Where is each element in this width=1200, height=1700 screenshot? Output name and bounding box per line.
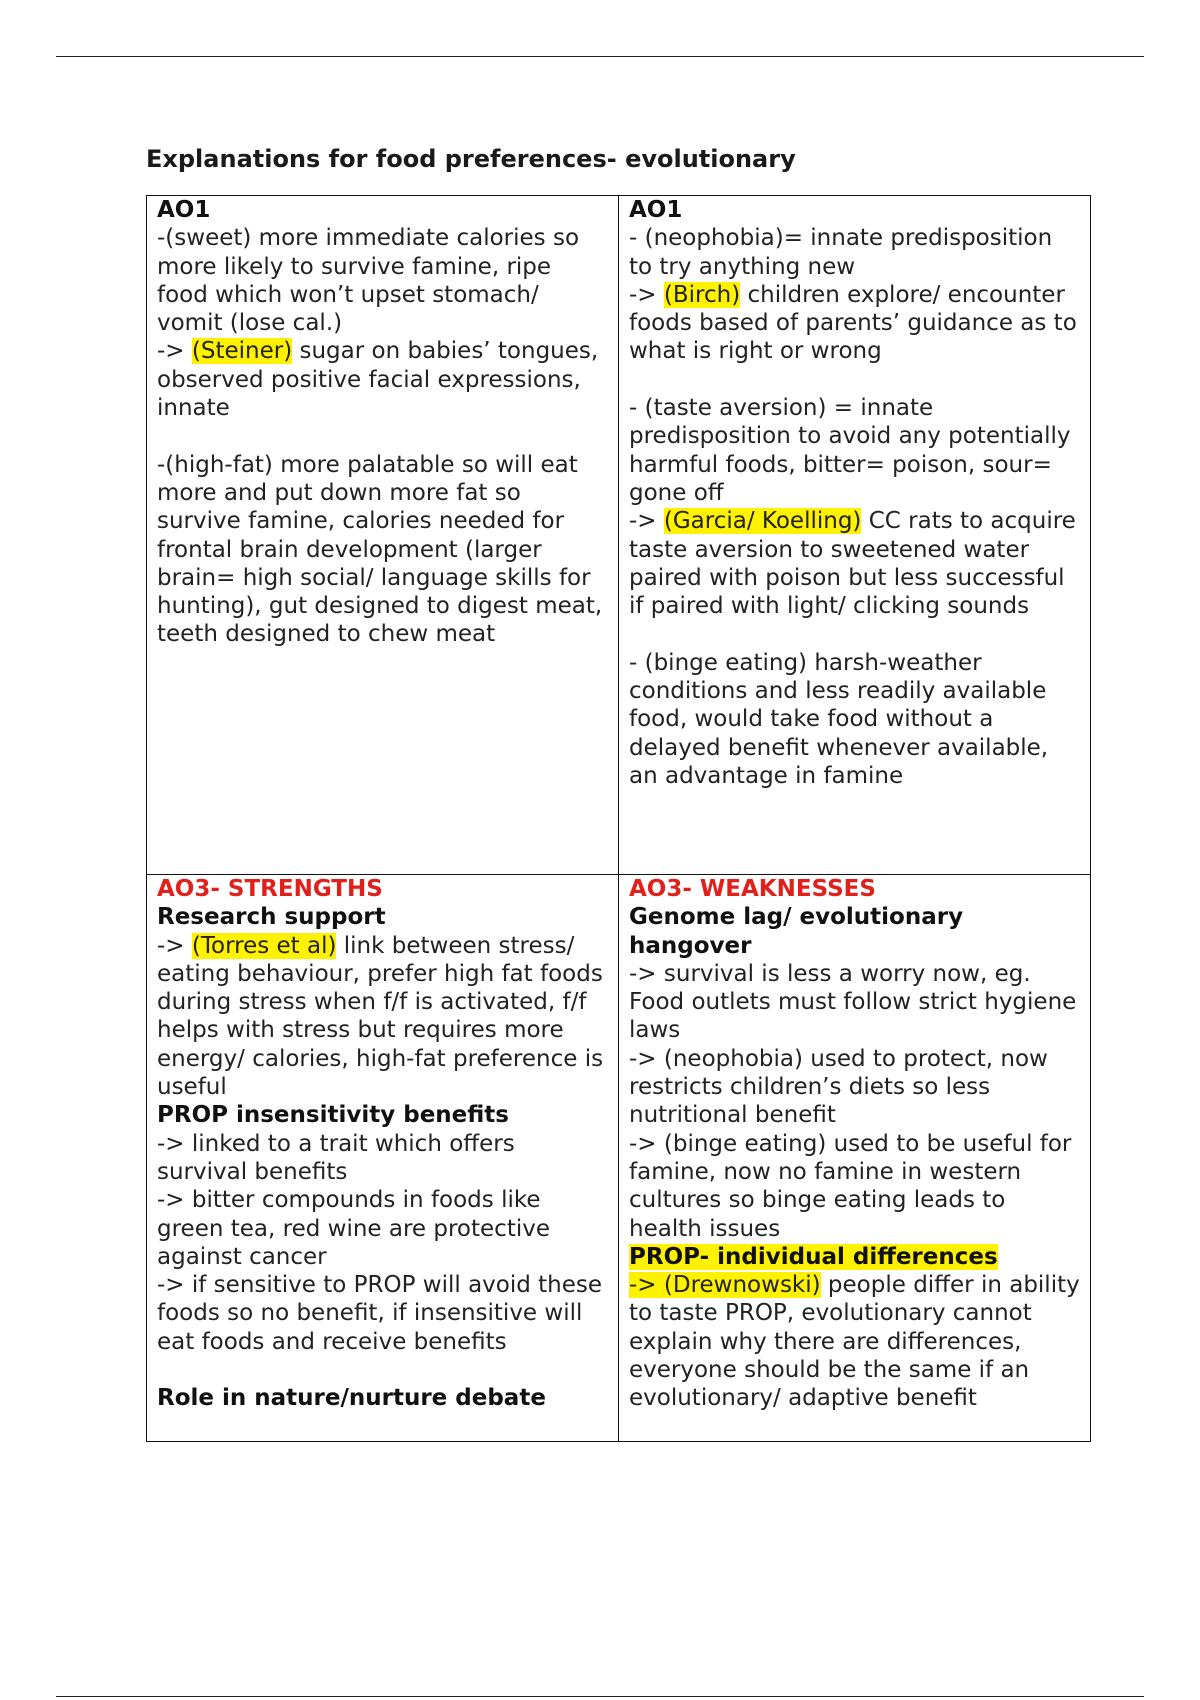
spacer xyxy=(629,620,1080,648)
spacer xyxy=(157,1356,608,1384)
torres-text: link between stress/ eating behaviour, prefer high fat foods during stress when f/f is activated, f/f helps with stress but requires more energy/ calories, high-fat preference is useful xyxy=(157,932,604,1101)
ao3-weaknesses-cell xyxy=(619,875,1091,1442)
birch-arrow: -> xyxy=(629,281,664,308)
drewnowski-citation: -> (Drewnowski) xyxy=(629,1272,821,1299)
strengths-heading: AO3- STRENGTHS xyxy=(157,876,383,902)
steiner-point xyxy=(157,337,608,422)
binge-eating-point: - (binge eating) harsh-weather conditions and less readily available food, would take food without a delayed benefit whenever available, an advantage in famine xyxy=(629,649,1049,789)
birch-point xyxy=(629,281,1080,366)
spacer xyxy=(157,422,608,450)
prop-point-3: -> if sensitive to PROP will avoid these foods so no benefit, if insensitive will eat foods and receive benefits xyxy=(157,1272,603,1355)
birch-citation: (Birch) xyxy=(663,281,741,308)
taste-aversion-point: - (taste aversion) = innate predisposition to avoid any potentially harmful foods, bitter= poison, sour= gone off xyxy=(629,395,1071,506)
prop-insensitivity-heading: PROP insensitivity benefits xyxy=(157,1102,509,1129)
torres-arrow: -> xyxy=(157,932,192,959)
ao3-strengths-cell xyxy=(147,875,619,1442)
ao1-left-heading: AO1 xyxy=(157,197,211,223)
ao3-row xyxy=(147,875,1091,1442)
birch-text: children explore/ encounter foods based of parents’ guidance as to what is right or wrong xyxy=(629,281,1077,365)
genome-point-2: -> (neophobia) used to protect, now restricts children’s diets so less nutritional benefit xyxy=(629,1045,1048,1129)
genome-point-1: -> survival is less a worry now, eg. Food outlets must follow strict hygiene laws xyxy=(629,960,1077,1044)
drewnowski-text: people differ in ability to taste PROP, evolutionary cannot explain why there are differences, everyone should be the same if an evolutionary/ adaptive benefit xyxy=(629,1272,1080,1412)
steiner-text: sugar on babies’ tongues, observed positive facial expressions, innate xyxy=(157,338,599,422)
steiner-arrow: -> xyxy=(157,338,192,365)
genome-lag-heading: Genome lag/ evolutionary hangover xyxy=(629,904,964,959)
drewnowski-point xyxy=(629,1271,1080,1412)
prop-differences-heading xyxy=(629,1243,1080,1271)
genome-point-3: -> (binge eating) used to be useful for famine, now no famine in western cultures so binge eating leads to health issues xyxy=(629,1130,1072,1242)
high-fat-point: -(high-fat) more palatable so will eat more and put down more fat so survive famine, calories needed for frontal brain development (larger brain= high social/ language skills for hunting), gut designed to digest meat, teeth designed to chew meat xyxy=(157,451,603,648)
ao1-left-cell xyxy=(147,196,619,875)
bottom-rule xyxy=(56,1696,1144,1697)
nature-nurture-heading: Role in nature/nurture debate xyxy=(157,1385,546,1412)
torres-citation: (Torres et al) xyxy=(191,932,337,959)
garcia-text: CC rats to acquire taste aversion to sweetened water paired with poison but less successful if paired with light/ clicking sounds xyxy=(629,508,1076,620)
ao1-row xyxy=(147,196,1091,875)
prop-point-1: -> linked to a trait which offers survival benefits xyxy=(157,1130,515,1185)
steiner-citation: (Steiner) xyxy=(191,338,293,365)
prop-differences-label: PROP- individual differences xyxy=(629,1243,998,1270)
garcia-point xyxy=(629,507,1080,620)
document-title: Explanations for food preferences- evolutionary xyxy=(146,145,796,173)
garcia-citation: (Garcia/ Koelling) xyxy=(663,508,862,535)
weaknesses-heading: AO3- WEAKNESSES xyxy=(629,876,876,902)
research-support-heading: Research support xyxy=(157,904,386,931)
spacer xyxy=(629,366,1080,394)
sweet-point: -(sweet) more immediate calories so more likely to survive famine, ripe food which won’t upset stomach/ vomit (lose cal.) xyxy=(157,225,580,337)
garcia-arrow: -> xyxy=(629,508,664,535)
neophobia-point: - (neophobia)= innate predisposition to try anything new xyxy=(629,225,1053,280)
ao1-right-heading: AO1 xyxy=(629,197,683,223)
notes-table xyxy=(146,195,1091,1442)
torres-point xyxy=(157,932,608,1102)
ao1-right-cell xyxy=(619,196,1091,875)
top-rule xyxy=(56,56,1144,57)
prop-point-2: -> bitter compounds in foods like green tea, red wine are protective against cancer xyxy=(157,1187,550,1270)
